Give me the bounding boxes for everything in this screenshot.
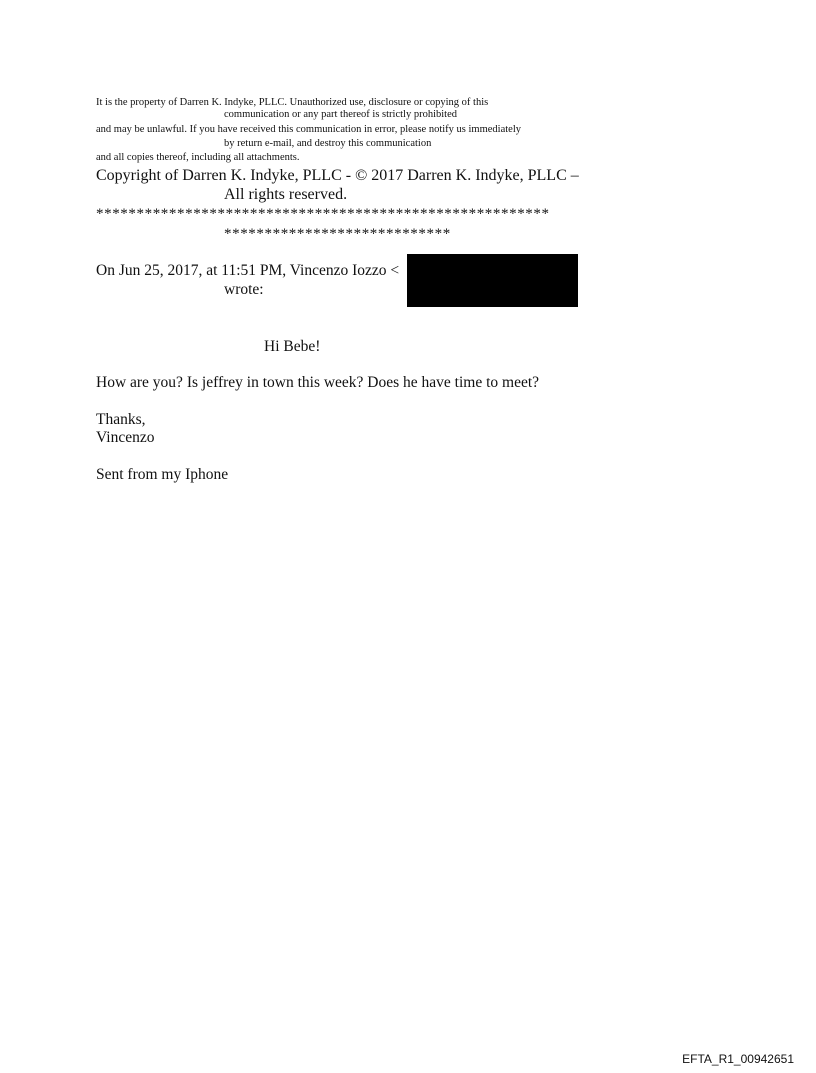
disclaimer-line-3: and may be unlawful. If you have received this communication in error, please notify us immediately [96,124,521,135]
copyright-line-1: Copyright of Darren K. Indyke, PLLC - © 2017 Darren K. Indyke, PLLC – [96,167,579,184]
disclaimer-line-1: It is the property of Darren K. Indyke, PLLC. Unauthorized use, disclosure or copying of this [96,97,489,108]
message-signature: Vincenzo [96,429,155,446]
disclaimer-line-4: by return e-mail, and destroy this communication [224,138,432,149]
message-signoff: Thanks, [96,411,146,428]
disclaimer-line-5: and all copies thereof, including all attachments. [96,152,300,163]
reply-header-line-1: On Jun 25, 2017, at 11:51 PM, Vincenzo Iozzo < [96,262,400,279]
message-greeting: Hi Bebe! [264,338,321,355]
separator-line-1: ******************************************************** [96,206,550,222]
disclaimer-line-2: communication or any part thereof is strictly prohibited [224,109,457,120]
message-body: How are you? Is jeffrey in town this week? Does he have time to meet? [96,374,540,391]
copyright-line-2: All rights reserved. [224,186,348,203]
reply-header-line-2: wrote: [224,281,264,298]
redaction-box [407,254,578,307]
separator-line-2: **************************** [224,226,451,242]
document-id: EFTA_R1_00942651 [682,1052,794,1066]
message-sent-from: Sent from my Iphone [96,466,229,483]
